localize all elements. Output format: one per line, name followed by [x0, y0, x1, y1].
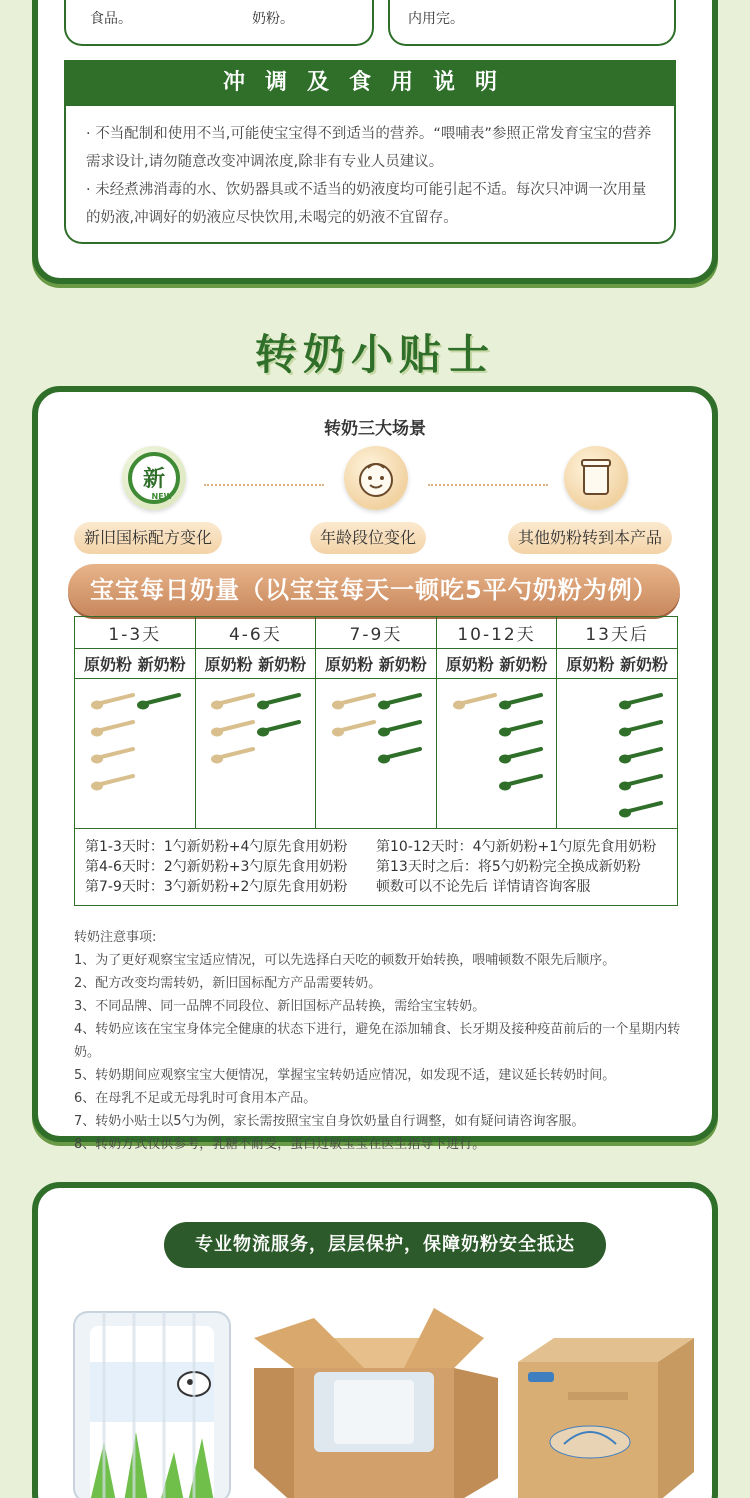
svg-text:NEW: NEW	[151, 492, 173, 501]
original-formula-spoon-icon	[209, 720, 255, 738]
logistics-title: 专业物流服务，层层保护，保障奶粉安全抵达	[164, 1222, 606, 1268]
original-formula-spoons	[209, 689, 255, 774]
caution-item: 5、转奶期间应观察宝宝大便情况，掌握宝宝转奶适应情况，如发现不适，建议延长转奶时间。	[74, 1068, 616, 1083]
caution-item: 4、转奶应该在宝宝身体完全健康的状态下进行，避免在添加辅食、长牙期及接种疫苗前后的一个星期内转奶。	[74, 1022, 681, 1060]
original-formula-spoon-icon	[209, 747, 255, 765]
new-formula-spoon-icon	[135, 693, 181, 711]
instructions-paragraph-1: · 不当配制和使用不当,可能使宝宝得不到适当的营养。“喂哺表”参照正常发育宝宝的营养需求设计,请勿随意改变冲调浓度,除非有专业人员建议。	[86, 126, 652, 170]
spoon-cell	[316, 679, 437, 829]
milk-can-icon	[564, 446, 628, 510]
original-formula-spoon-icon	[89, 774, 135, 792]
notes-left-column	[85, 837, 376, 897]
period-header: 1-3天	[75, 617, 196, 649]
caution-item: 2、配方改变均需转奶，新旧国标配方产品需要转奶。	[74, 976, 382, 991]
scene-connector	[204, 484, 324, 486]
baby-face-icon	[344, 446, 408, 510]
original-formula-spoon-icon	[209, 693, 255, 711]
new-formula-spoon-icon	[617, 801, 663, 819]
caution-item: 3、不同品牌、同一品牌不同段位、新旧国标产品转换，需给宝宝转奶。	[74, 999, 486, 1014]
new-formula-spoon-icon	[376, 747, 422, 765]
original-formula-spoon-icon	[89, 720, 135, 738]
scene-label-age-change: 年龄段位变化	[310, 522, 426, 554]
note-line: 第7-9天时：3勺新奶粉+2勺原先食用奶粉	[85, 879, 348, 895]
period-header: 4-6天	[195, 617, 316, 649]
scenes-title: 转奶三大场景	[324, 419, 426, 439]
new-formula-spoon-icon	[497, 747, 543, 765]
original-formula-spoon-icon	[451, 693, 497, 711]
spoon-cell	[75, 679, 196, 829]
period-header: 10-12天	[436, 617, 557, 649]
note-line: 第10-12天时：4勺新奶粉+1勺原先食用奶粉	[376, 839, 657, 855]
caution-item: 8、转奶方式仅供参考，乳糖不耐受，蛋白过敏宝宝在医生指导下进行。	[74, 1137, 486, 1152]
notes-right-column	[376, 837, 667, 897]
caution-item: 6、在母乳不足或无母乳时可食用本产品。	[74, 1091, 317, 1106]
open-shipping-box-image	[254, 1308, 498, 1498]
new-formula-spoons	[376, 689, 422, 774]
schedule-notes	[75, 829, 678, 906]
new-badge-icon	[122, 446, 186, 510]
top-info-box-right	[388, 0, 676, 46]
top-box-text-right: 内用完。	[408, 11, 464, 27]
instructions-paragraph-2: · 未经煮沸消毒的水、饮奶器具或不适当的奶液度均可能引起不适。每次只冲调一次用量的奶液,冲调好的奶液应尽快饮用,未喝完的奶液不宜留存。	[86, 182, 647, 226]
cautions-title: 转奶注意事项:	[74, 930, 157, 945]
type-header: 原奶粉 新奶粉	[436, 649, 557, 679]
spoon-cell	[436, 679, 557, 829]
new-formula-spoon-icon	[376, 693, 422, 711]
original-formula-spoon-icon	[89, 747, 135, 765]
original-formula-spoon-icon	[330, 720, 376, 738]
type-header: 原奶粉 新奶粉	[75, 649, 196, 679]
bubble-wrapped-can-image	[64, 1302, 240, 1498]
period-header: 13天后	[557, 617, 678, 649]
scene-connector	[428, 484, 548, 486]
spoon-cell	[557, 679, 678, 829]
new-formula-spoon-icon	[497, 720, 543, 738]
new-formula-spoon-icon	[255, 720, 301, 738]
new-formula-spoon-icon	[497, 774, 543, 792]
type-header: 原奶粉 新奶粉	[195, 649, 316, 679]
new-formula-spoon-icon	[497, 693, 543, 711]
note-line: 第13天时之后：将5勺奶粉完全换成新奶粉	[376, 859, 641, 875]
spoon-cell	[195, 679, 316, 829]
type-header: 原奶粉 新奶粉	[557, 649, 678, 679]
type-header: 原奶粉 新奶粉	[316, 649, 437, 679]
new-formula-spoons	[617, 689, 663, 828]
section-title: 转奶小贴士	[254, 330, 495, 379]
milk-transition-panel	[32, 386, 718, 1152]
top-box-text-b: 奶粉。	[252, 11, 294, 27]
new-formula-spoon-icon	[617, 693, 663, 711]
svg-text:新: 新	[142, 467, 166, 492]
scene-label-formula-change: 新旧国标配方变化	[74, 522, 222, 554]
logistics-panel	[32, 1182, 718, 1498]
top-info-box-left	[64, 0, 374, 46]
new-formula-spoon-icon	[617, 774, 663, 792]
original-formula-spoons	[330, 689, 376, 747]
top-box-text-a: 食品。	[90, 11, 132, 27]
new-formula-spoons	[255, 689, 301, 747]
scene-label-switch-product: 其他奶粉转到本产品	[508, 522, 672, 554]
daily-amount-banner: 宝宝每日奶量（以宝宝每天一顿吃5平勺奶粉为例）	[68, 564, 680, 616]
new-formula-spoon-icon	[255, 693, 301, 711]
new-formula-spoon-icon	[617, 720, 663, 738]
new-formula-spoon-icon	[617, 747, 663, 765]
note-line: 第4-6天时：2勺新奶粉+3勺原先食用奶粉	[85, 859, 348, 875]
new-formula-spoons	[135, 689, 181, 720]
note-line: 顿数可以不论先后 详情请咨询客服	[376, 879, 591, 895]
new-formula-spoon-icon	[376, 720, 422, 738]
instructions-title: 冲调及食用说明	[64, 60, 676, 106]
transition-schedule-table	[74, 616, 678, 906]
original-formula-spoons	[451, 689, 497, 720]
original-formula-spoon-icon	[89, 693, 135, 711]
caution-item: 1、为了更好观察宝宝适应情况，可以先选择白天吃的顿数开始转换，喂哺顿数不限先后顺序。	[74, 953, 616, 968]
note-line: 第1-3天时：1勺新奶粉+4勺原先食用奶粉	[85, 839, 348, 855]
new-formula-spoons	[497, 689, 543, 801]
period-header: 7-9天	[316, 617, 437, 649]
transition-cautions	[74, 926, 684, 1156]
original-formula-spoon-icon	[330, 693, 376, 711]
sealed-shipping-box-image	[508, 1332, 698, 1498]
original-formula-spoons	[89, 689, 135, 801]
caution-item: 7、转奶小贴士以5勺为例，家长需按照宝宝自身饮奶量自行调整，如有疑问请咨询客服。	[74, 1114, 585, 1129]
instructions-body	[64, 106, 676, 244]
